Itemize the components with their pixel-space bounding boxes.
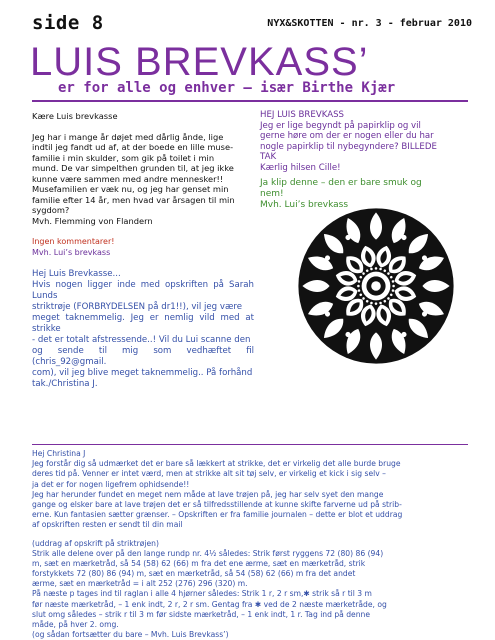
letter3-line: gerne høre om der er nogen eller du har xyxy=(260,131,434,141)
recipe-line: (uddrag af opskrift på striktrøjen) xyxy=(32,539,159,548)
spacer xyxy=(32,226,254,237)
letter1-line: familie efter 14 år, men hvad var årsagen til min xyxy=(32,194,235,205)
letter1-greeting: Kære Luis brevkasse xyxy=(32,111,118,121)
recipe-line: måde, på hver 2. omg. xyxy=(32,619,119,629)
page-header xyxy=(32,12,472,34)
letter3-line: Kærlig hilsen Cille! xyxy=(260,162,341,173)
letter2 xyxy=(32,269,254,390)
letter3 xyxy=(260,110,470,173)
letter2-line: og sende til mig som vedhæftet fil (chris_92@gmail. xyxy=(32,346,254,367)
letter2-line: Hvis nogen ligger inde med opskriften på Sarah Lunds xyxy=(32,280,254,301)
letter2-line: striktrøje (FORBRYDELSEN på dr1!!), vil jeg være xyxy=(32,302,243,312)
letter2-line: Hej Luis Brevkasse... xyxy=(32,269,121,279)
letter2-line: tak./Christina J. xyxy=(32,379,98,389)
page-number: side 8 xyxy=(32,12,104,34)
reply1-line: Ingen kommentarer! xyxy=(32,237,115,246)
letter3-line: TAK xyxy=(260,152,277,162)
recipe-line: forstykkets 72 (80) 86 (94) m, sæt en mærketråd, så 54 (58) 62 (66) m fra det andet xyxy=(32,569,356,579)
reply3-line: nem! xyxy=(260,189,284,199)
reply2-line: erne. Kun fantasien sætter grænser. – Opskriften er fra familie journalen – dette er blot et uddrag xyxy=(32,510,403,520)
letter1-line: familie i min skulder, som gik på toilet i min xyxy=(32,152,215,163)
letter1-line: indtil jeg fandt ud af, at der boede en lille muse- xyxy=(32,142,234,152)
recipe xyxy=(32,539,472,640)
letter1-line: Jeg har i mange år døjet med dårlig ånde, lige xyxy=(32,131,224,142)
recipe-line: ærme, sæt en mærketråd = i alt 252 (276) 296 (320) m. xyxy=(32,579,248,589)
reply2-line: Hej Christina J xyxy=(32,449,86,458)
reply2-line: Jeg har herunder fundet en meget nem måde at lave trøjen på, jeg har selv syet den mange xyxy=(32,489,384,499)
masthead-tagline: er for alle og enhver – især Birthe Kjær xyxy=(58,80,396,96)
letter2-line: meget taknemmelig. Jeg er nemlig vild med at strikke xyxy=(32,313,254,334)
letter1-line: sygdom? xyxy=(32,205,70,215)
letter3-line: nogle papirklip til nybegyndere? BILLEDE xyxy=(260,141,437,152)
spacer xyxy=(32,122,254,132)
reply2-line: ja det er for nogen ligefrem ophidsende!! xyxy=(32,479,190,489)
masthead-divider xyxy=(32,100,468,102)
reply2-line: Jeg forstår dig så udmærket det er bare så lækkert at strikke, det er virkelig det alle burde bruge xyxy=(32,459,401,469)
recipe-line: før næste mærketråd, – 1 enk indt, 2 r, 2 r sm. Gentag fra ✱ ved de 2 næste mærketråde, og xyxy=(32,599,387,609)
reply3-line: Ja klip denne – den er bare smuk og xyxy=(260,178,422,188)
recipe-line: Strik alle delene over på den lange rundp nr. 4½ således: Strik først ryggens 72 (80) 86 (94) xyxy=(32,549,384,559)
recipe-line: m, sæt en mærketråd, så 54 (58) 62 (66) m fra det ene ærme, sæt en mærketråd, strik xyxy=(32,559,366,569)
left-column xyxy=(32,111,254,390)
right-column xyxy=(260,110,470,211)
letter1-signature: Mvh. Flemming von Flandern xyxy=(32,215,153,226)
issue-line: NYX&SKOTTEN - nr. 3 - februar 2010 xyxy=(267,18,472,29)
letter2-line: com), vil jeg blive meget taknemmelig.. På forhånd xyxy=(32,368,253,378)
section-divider xyxy=(32,444,468,445)
letter3-line: HEJ LUIS BREVKASS xyxy=(260,110,344,120)
letter1-line: mund. De var simpelthen grunden til, at jeg ikke xyxy=(32,163,234,173)
letter3-line: Jeg er lige begyndt på papirklip og vil xyxy=(260,120,421,131)
letter1-line: kunne være sammen med andre mennesker!! xyxy=(32,173,224,184)
spacer xyxy=(32,258,254,269)
papercut-mandala-image xyxy=(296,206,456,366)
recipe-line: (og sådan fortsætter du bare – Mvh. Luis Brevkass’) xyxy=(32,629,229,639)
reply2-line: deres tid på. Venner er intet værd, men at strikke alt sit tøj selv, er virkelig et kick i sig selv – xyxy=(32,469,386,479)
recipe-line: På næste p tages ind til raglan i alle 4 hjørner således: Strik 1 r, 2 r sm,✱ strik så r til 3 m xyxy=(32,589,372,599)
reply2-line: af opskriften resten er sendt til din mail xyxy=(32,520,183,530)
letter1-line: Musefamilien er væk nu, og jeg har genset min xyxy=(32,184,229,194)
reply2-line: gange og elsker bare at lave trøjen det er så tilfredsstillende at kunne skifte farverne ud på strib- xyxy=(32,500,402,510)
masthead-title: LUIS BREVKASS’ xyxy=(30,40,369,84)
reply1-signature: Mvh. Lui’s brevkass xyxy=(32,247,111,257)
letter2-line: - det er totalt afstressende..! Vil du Lui scanne den xyxy=(32,335,251,345)
reply2 xyxy=(32,449,472,531)
reply3-signature: Mvh. Lui’s brevkass xyxy=(260,200,349,210)
recipe-line: slut omg således – strik r til 3 m før sidste mærketråd, – 1 enk indt, 1 r. Tag ind på denne xyxy=(32,609,371,619)
